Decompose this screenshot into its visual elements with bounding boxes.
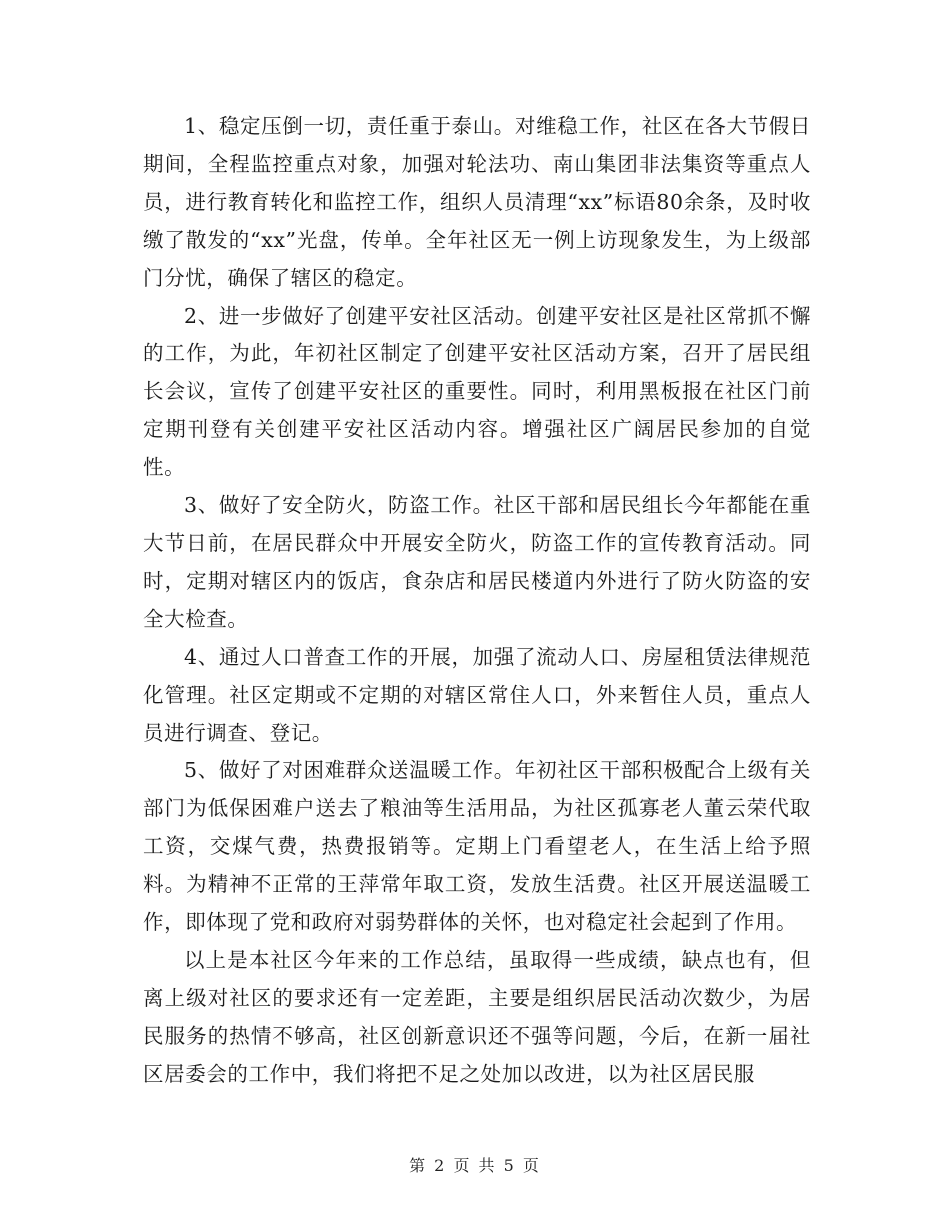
page-number-footer: 第 2 页 共 5 页 <box>409 1156 541 1175</box>
paragraph-warmth-delivery: 5、做好了对困难群众送温暖工作。年初社区干部积极配合上级有关部门为低保困难户送去了粮油等生活用品，为社区孤寡老人董云荣代取工资，交煤气费，热费报销等。定期上门看望老人，在生活上给予照料。为精神不正常的王萍常年取工资，发放生活费。社区开展送温暖工作，即体现了党和政府对弱势群体的关怀，也对稳定社会起到了作用。 <box>143 758 811 935</box>
paragraph-census: 4、通过人口普查工作的开展，加强了流动人口、房屋租赁法律规范化管理。社区定期或不定期的对辖区常住人口，外来暂住人员，重点人员进行调查、登记。 <box>143 644 811 745</box>
document-body <box>143 108 811 1094</box>
paragraph-fire-theft-prevention: 3、做好了安全防火，防盗工作。社区干部和居民组长今年都能在重大节日前，在居民群众中开展安全防火，防盗工作的宣传教育活动。同时，定期对辖区内的饭店，食杂店和居民楼道内外进行了防火防盗的安全大检查。 <box>143 493 811 631</box>
paragraph-stability: 1、稳定压倒一切，责任重于泰山。对维稳工作，社区在各大节假日期间，全程监控重点对象，加强对轮法功、南山集团非法集资等重点人员，进行教育转化和监控工作，组织人员清理“xx”标语80余条，及时收缴了散发的“xx”光盘，传单。全年社区无一例上访现象发生，为上级部门分忧，确保了辖区的稳定。 <box>143 114 811 290</box>
paragraph-summary: 以上是本社区今年来的工作总结，虽取得一些成绩，缺点也有，但离上级对社区的要求还有一定差距，主要是组织居民活动次数少，为居民服务的热情不够高，社区创新意识还不强等问题，今后，在新一届社区居委会的工作中，我们将把不足之处加以改进，以为社区居民服 <box>143 947 811 1086</box>
paragraph-safe-community: 2、进一步做好了创建平安社区活动。创建平安社区是社区常抓不懈的工作，为此，年初社区制定了创建平安社区活动方案，召开了居民组长会议，宣传了创建平安社区的重要性。同时，利用黑板报在社区门前定期刊登有关创建平安社区活动内容。增强社区广阔居民参加的自觉性。 <box>143 303 811 480</box>
